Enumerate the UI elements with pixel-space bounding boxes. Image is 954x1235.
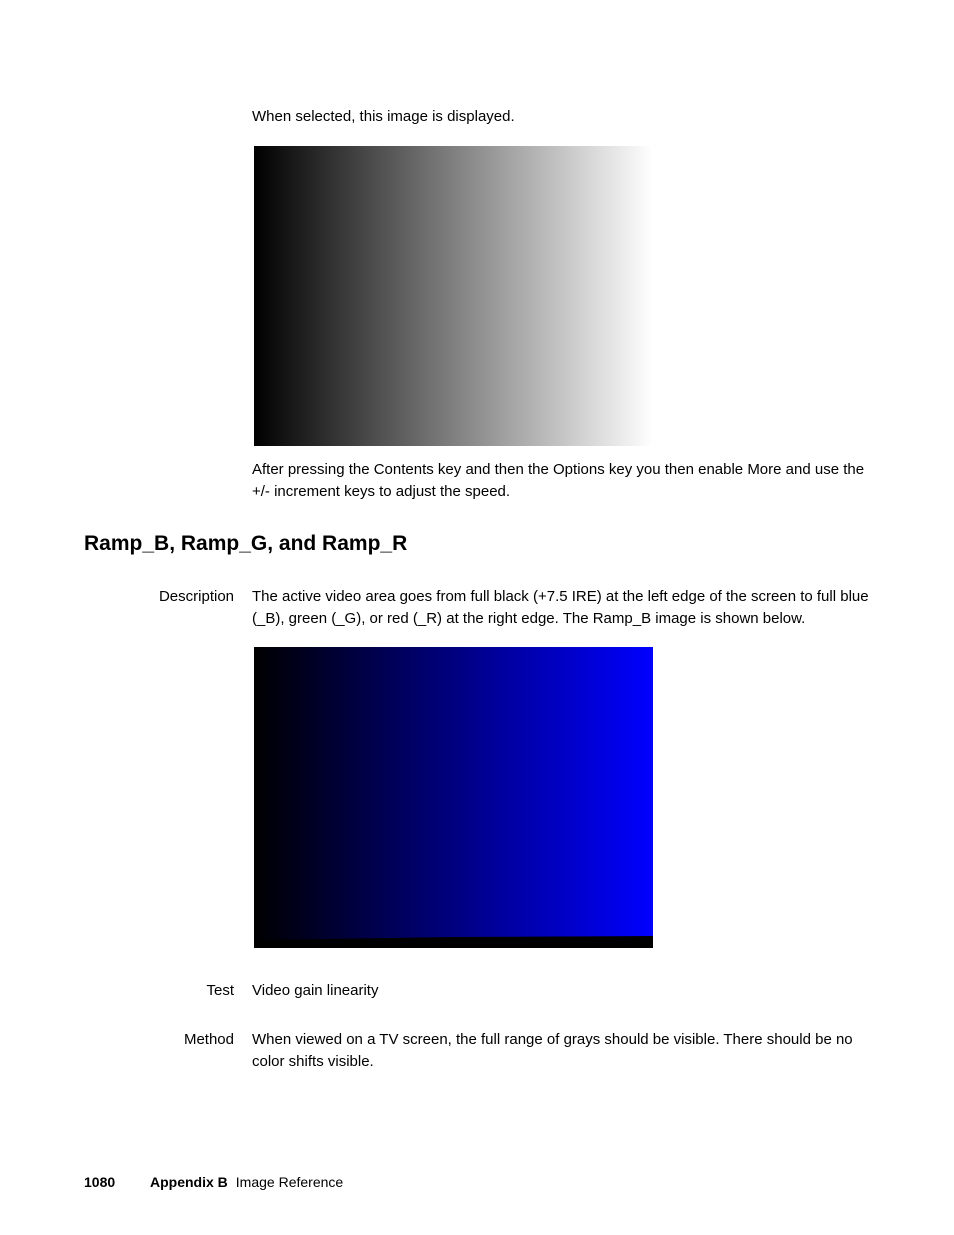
after-text: After pressing the Contents key and then the Options key you then enable More and use the +/- increment keys to adjust the speed. xyxy=(252,461,865,500)
intro-text: When selected, this image is displayed. xyxy=(252,108,515,125)
description-label: Description xyxy=(158,588,234,605)
description-text: The active video area goes from full black (+7.5 IRE) at the left edge of the screen to full blue (_B), green (_G), or red (_R) at the right edge. The Ramp_B image is shown below. xyxy=(252,588,869,627)
test-text: Video gain linearity xyxy=(252,982,379,999)
method-text: When viewed on a TV screen, the full range of grays should be visible. There should be no color shifts visible. xyxy=(252,1031,853,1070)
gray-ramp-fill xyxy=(254,146,653,446)
blue-ramp-image xyxy=(254,647,653,948)
section-heading: Ramp_B, Ramp_G, and Ramp_R xyxy=(84,532,408,555)
page-footer xyxy=(84,1172,343,1192)
appendix-title: Image Reference xyxy=(235,1174,344,1190)
method-label: Method xyxy=(183,1031,234,1048)
appendix-label: Appendix B xyxy=(150,1174,228,1190)
gray-ramp-image xyxy=(254,146,653,446)
page-number: 1080 xyxy=(84,1174,116,1190)
blue-ramp-fill xyxy=(254,647,653,948)
test-label: Test xyxy=(206,982,234,999)
